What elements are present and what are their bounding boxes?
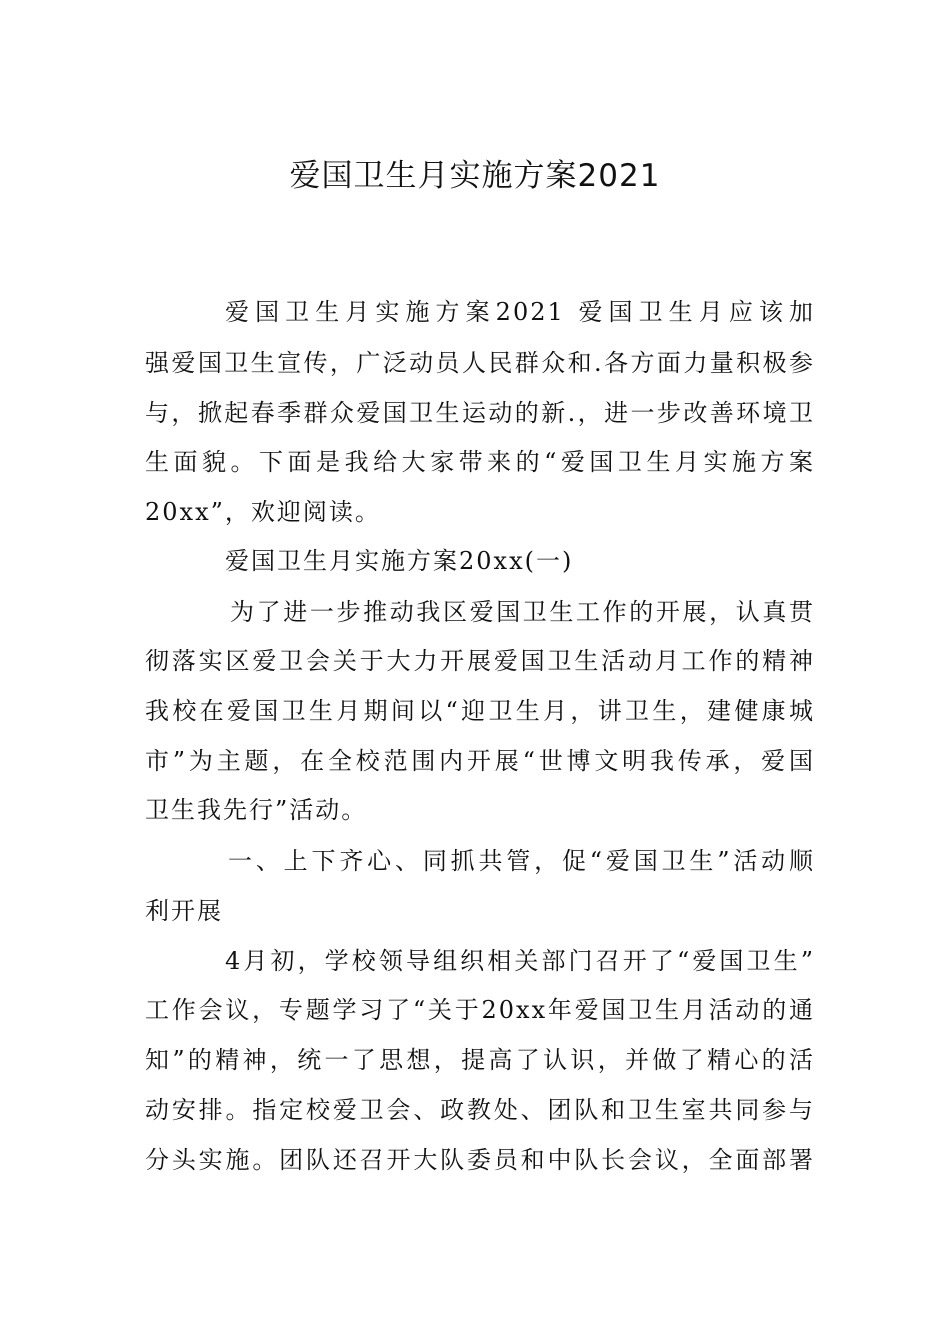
paragraph-line: 强爱国卫生宣传，广泛动员人民群众和.各方面力量积极参 <box>145 349 815 377</box>
section-heading: 爱国卫生月实施方案20xx(一) <box>225 547 574 575</box>
paragraph-line: 与，掀起春季群众爱国卫生运动的新.，进一步改善环境卫 <box>145 399 815 427</box>
section-heading: 一、上下齐心、同抓共管，促“爱国卫生”活动顺 <box>228 847 815 875</box>
paragraph-line: 动安排。指定校爱卫会、政教处、团队和卫生室共同参与 <box>145 1096 815 1124</box>
paragraph-line: 彻落实区爱卫会关于大力开展爱国卫生活动月工作的精神 <box>145 647 815 675</box>
section-heading: 利开展 <box>145 897 223 925</box>
document-title: 爱国卫生月实施方案2021 <box>289 158 661 194</box>
paragraph-line: 工作会议，专题学习了“关于20xx年爱国卫生月活动的通 <box>145 996 815 1024</box>
paragraph-line: 20xx”，欢迎阅读。 <box>145 498 381 526</box>
paragraph-line: 市”为主题，在全校范围内开展“世博文明我传承，爱国 <box>145 747 815 775</box>
paragraph-line: 生面貌。下面是我给大家带来的“爱国卫生月实施方案 <box>145 448 815 476</box>
paragraph-line: 我校在爱国卫生月期间以“迎卫生月，讲卫生，建健康城 <box>145 697 815 725</box>
paragraph-line: 分头实施。团队还召开大队委员和中队长会议，全面部署 <box>145 1146 815 1174</box>
paragraph-line: 知”的精神，统一了思想，提高了认识，并做了精心的活 <box>145 1046 815 1074</box>
paragraph-line: 为了进一步推动我区爱国卫生工作的开展，认真贯 <box>230 598 815 626</box>
paragraph-line: 卫生我先行”活动。 <box>145 796 368 824</box>
paragraph-line: 爱国卫生月实施方案2021 爱国卫生月应该加 <box>225 298 815 326</box>
paragraph-line: 4月初，学校领导组织相关部门召开了“爱国卫生” <box>225 947 815 975</box>
